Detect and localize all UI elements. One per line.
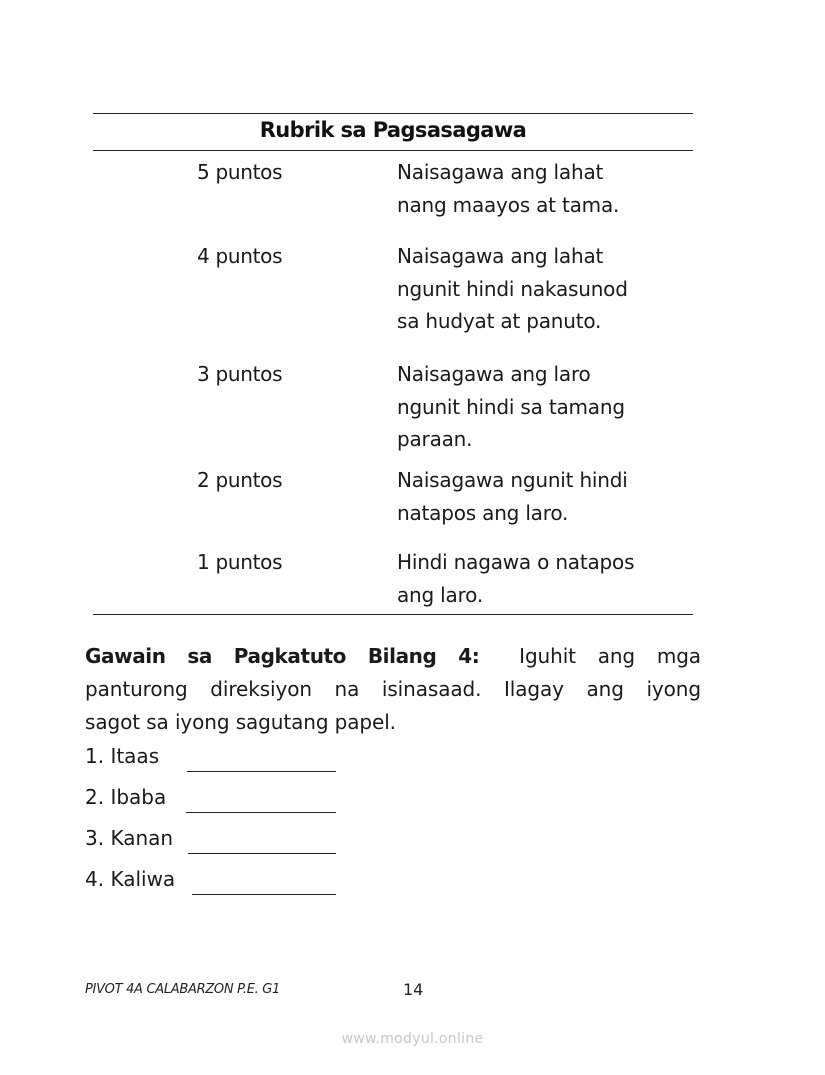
activity-word: panturong — [85, 677, 188, 701]
activity-heading-word: Pagkatuto — [233, 644, 347, 668]
rubric-description-line: paraan. — [397, 427, 473, 451]
answer-blank[interactable] — [186, 812, 336, 813]
activity-word: mga — [656, 644, 701, 668]
table-bottom-rule — [93, 614, 693, 615]
rubric-description-line: Naisagawa ang lahat — [397, 160, 604, 184]
rubric-description-line: ang laro. — [397, 582, 484, 607]
table-header-rule — [93, 150, 693, 151]
rubric-description — [397, 546, 697, 611]
rubric-description-line: ngunit hindi sa tamang — [397, 394, 625, 419]
rubric-description — [397, 156, 697, 221]
answer-blank[interactable] — [187, 771, 336, 772]
table-top-rule — [93, 113, 693, 114]
activity-word: Iguhit — [519, 644, 576, 668]
rubric-description — [397, 240, 697, 338]
footer-source: PIVOT 4A CALABARZON P.E. G1 — [85, 982, 281, 997]
rubric-description-line: natapos ang laro. — [397, 500, 569, 525]
rubric-description-line: Naisagawa ang lahat — [397, 244, 604, 268]
rubric-description — [397, 464, 697, 529]
activity-heading-word: Gawain — [85, 644, 166, 668]
activity-word: direksiyon — [210, 677, 312, 701]
rubric-description-line: Hindi nagawa o natapos — [397, 550, 635, 574]
answer-label: 3. Kanan — [85, 826, 174, 850]
answer-blank[interactable] — [188, 853, 336, 854]
rubric-description-line: Naisagawa ngunit hindi — [397, 468, 628, 492]
activity-heading-word: sa — [187, 644, 212, 668]
activity-word: ang — [597, 644, 636, 668]
rubric-description-line: nang maayos at tama. — [397, 192, 620, 217]
rubric-points: 1 puntos — [197, 550, 283, 574]
answer-label: 2. Ibaba — [85, 785, 167, 809]
activity-line-1 — [85, 640, 701, 673]
activity-word: isinasaad. — [381, 677, 482, 701]
activity-line-3: sagot sa iyong sagutang papel. — [85, 710, 396, 734]
page-number: 14 — [403, 980, 424, 999]
rubric-description-line: Naisagawa ang laro — [397, 362, 591, 386]
rubric-points: 4 puntos — [197, 244, 283, 268]
rubric-title: Rubrik sa Pagsasagawa — [259, 118, 527, 142]
answer-label: 4. Kaliwa — [85, 867, 176, 891]
rubric-description — [397, 358, 697, 456]
activity-word: Ilagay — [503, 677, 564, 701]
rubric-points: 5 puntos — [197, 160, 283, 184]
answer-label: 1. Itaas — [85, 744, 160, 768]
rubric-description-line: ngunit hindi nakasunod — [397, 276, 628, 301]
activity-line-2 — [85, 673, 701, 706]
activity-heading-word: Bilang — [367, 644, 437, 668]
activity-instructions — [85, 640, 701, 739]
rubric-points: 2 puntos — [197, 468, 283, 492]
watermark: www.modyul.online — [341, 1031, 484, 1047]
activity-word: iyong — [646, 677, 701, 701]
rubric-points: 3 puntos — [197, 362, 283, 386]
activity-heading-word: 4: — [458, 644, 480, 668]
answer-blank[interactable] — [192, 894, 336, 895]
activity-word: ang — [586, 677, 624, 701]
rubric-description-line: sa hudyat at panuto. — [397, 309, 602, 333]
activity-word: na — [334, 677, 360, 701]
